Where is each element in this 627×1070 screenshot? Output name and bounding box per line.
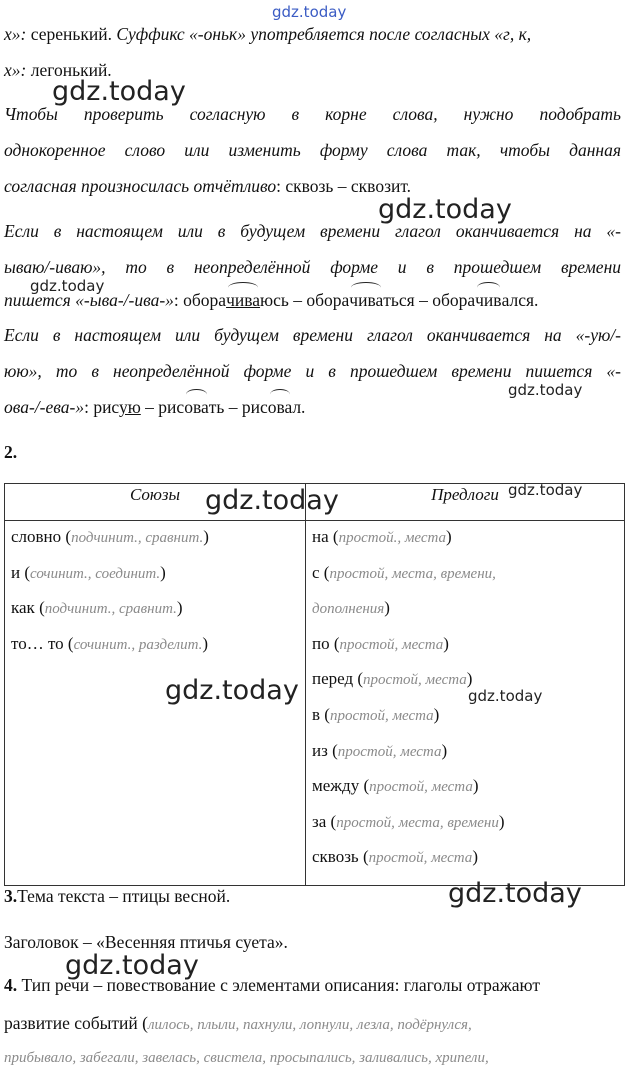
text-line: Чтобы проверить согласную в корне слова, нужно подобрать	[4, 104, 621, 124]
prepositions-cell	[306, 521, 625, 886]
text-line: Если в настоящем или будущем времени глагол оканчивается на «-ую/-	[4, 325, 621, 345]
text-line: прибывало, забегали, завелась, свистела, просыпались, заливались, хрипели,	[4, 1050, 489, 1066]
ending-underline: ую	[118, 397, 141, 417]
watermark: gdz.today	[65, 950, 199, 981]
text-line: 3.Тема текста – птицы весной.	[4, 886, 231, 906]
text-line: развитие событий (лилось, плыли, пахнули, лопнули, лезла, подёрнулся,	[4, 1013, 472, 1033]
table-row: словно (подчинит., сравнит.)	[11, 527, 209, 546]
watermark: gdz.today	[468, 687, 543, 705]
conjunction-preposition-table	[4, 483, 625, 886]
table-row: сквозь (простой, места)	[312, 847, 478, 867]
section-number: 2.	[4, 442, 18, 462]
table-row: перед (простой, места)	[312, 669, 473, 689]
watermark: gdz.today	[205, 485, 339, 516]
table-row: на (простой., места)	[312, 527, 452, 546]
text-line: 4. Тип речи – повествование с элементами описания: глаголы отражают	[4, 975, 540, 995]
table-header-conjunctions: Союзы	[5, 484, 306, 521]
text-line: юю», то в неопределённой форме и в прошедшем времени пишется «-	[4, 361, 621, 381]
table-row: по (простой, места)	[312, 633, 449, 653]
suffix-arc: чива	[226, 290, 261, 310]
table-row: в (простой, места)	[312, 704, 440, 724]
table-header-prepositions: Предлоги	[306, 484, 625, 521]
suffix-arc: ова	[184, 397, 209, 417]
table-row: с (простой, места, времени,	[312, 562, 496, 582]
text-line: ова-/-ева-»: рисую – рисовать – рисовал.	[4, 397, 306, 417]
table-row: между (простой, места)	[312, 776, 479, 796]
table-row: из (простой, места)	[312, 740, 448, 760]
text-line: ываю/-иваю», то в неопределённой форме и в прошедшем времени	[4, 257, 621, 277]
watermark: gdz.today	[165, 675, 299, 706]
watermark: gdz.today	[378, 194, 512, 225]
text-line: х»: серенький. Суффикс «-оньк» употребляется после согласных «г, к,	[4, 24, 532, 44]
suffix-arc: чива	[349, 290, 384, 310]
text-line: согласная произносилась отчётливо: сквозь – сквозит.	[4, 176, 412, 196]
table-row: и (сочинит., соединит.)	[11, 562, 166, 582]
watermark: gdz.today	[448, 878, 582, 909]
watermark: gdz.today	[508, 381, 583, 399]
table-row: дополнения)	[312, 598, 390, 618]
watermark-top: gdz.today	[272, 3, 347, 21]
text-line: Заголовок – «Весенняя птичья суета».	[4, 932, 288, 952]
text-line: х»: легонький.	[4, 60, 112, 80]
text-line: Если в настоящем или в будущем времени глагол оканчивается на «-	[4, 221, 621, 241]
suffix-arc: чив	[475, 290, 502, 310]
table-row: как (подчинит., сравнит.)	[11, 598, 183, 618]
table-row: за (простой, места, времени)	[312, 811, 505, 831]
watermark: gdz.today	[52, 76, 186, 107]
watermark: gdz.today	[30, 277, 105, 295]
suffix-arc: ова	[267, 397, 293, 417]
text-line: однокоренное слово или изменить форму слова так, чтобы данная	[4, 140, 621, 160]
text-line: пишется «-ыва-/-ива-»: оборачиваюсь – оборачиваться – оборачивался.	[4, 290, 539, 310]
watermark: gdz.today	[508, 481, 583, 499]
table-row: то… то (сочинит., разделит.)	[11, 633, 209, 653]
